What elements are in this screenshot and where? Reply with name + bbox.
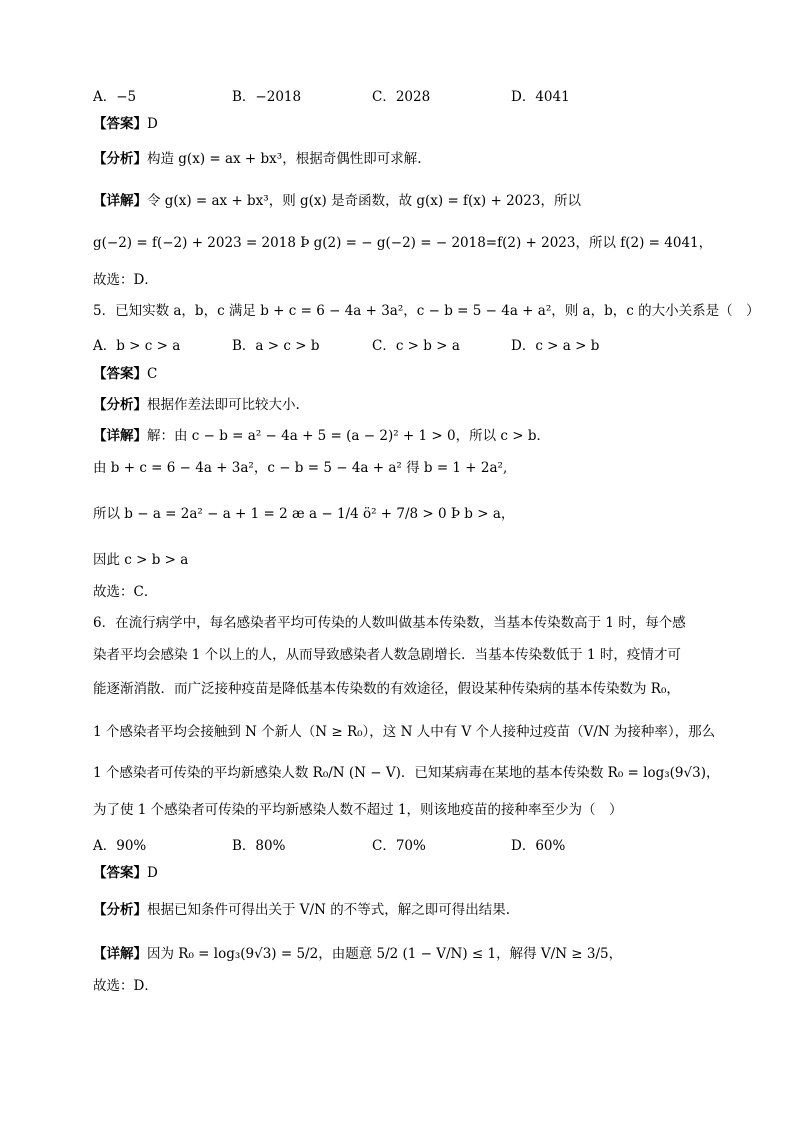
detail-tag: 【详解】 <box>93 193 147 209</box>
q5-option-d: D．c > a > b <box>511 338 600 354</box>
q5-detail-3: 所以 b − a = 2a² − a + 1 = 2 æ a − 1/4 ö² + 7/8 > 0 Þ b > a， <box>93 506 515 522</box>
analysis-tag: 【分析】 <box>93 151 147 167</box>
q6-option-b: B．80% <box>232 838 286 854</box>
q6-stem-3: 能逐渐消散．而广泛接种疫苗是降低基本传染数的有效途径，假设某种传染病的基本传染数为 R₀， <box>93 681 680 697</box>
answer-value: D <box>147 865 158 881</box>
q6-stem-4: 1 个感染者平均会接触到 N 个新人（N ≥ R₀），这 N 人中有 V 个人接种过疫苗（V/N 为接种率），那么 <box>93 724 716 740</box>
q4-answer <box>93 116 158 132</box>
q4-option-a: A．−5 <box>93 89 137 105</box>
analysis-text: 根据已知条件可得出关于 V/N 的不等式，解之即可得出结果. <box>147 902 510 918</box>
q6-answer <box>93 865 158 881</box>
q4-analysis <box>93 151 422 167</box>
analysis-text: 构造 g(x) = ax + bx³，根据奇偶性即可求解. <box>147 151 422 167</box>
detail-text: 令 g(x) = ax + bx³，则 g(x) 是奇函数，故 g(x) = f(x) + 2023，所以 <box>147 193 581 209</box>
q6-choose: 故选：D． <box>93 978 158 994</box>
analysis-text: 根据作差法即可比较大小. <box>147 397 300 413</box>
q6-option-d: D．60% <box>511 838 566 854</box>
q5-detail-4: 因此 c > b > a <box>93 552 189 568</box>
q5-choose: 故选：C． <box>93 584 158 600</box>
detail-tag: 【详解】 <box>93 428 147 444</box>
q4-option-d: D．4041 <box>511 89 570 105</box>
answer-value: D <box>147 116 158 132</box>
q4-choose: 故选：D． <box>93 272 158 288</box>
detail-tag: 【详解】 <box>93 946 147 962</box>
q4-option-b: B．−2018 <box>232 89 302 105</box>
detail-text: 因为 R₀ = log₃(9√3) = 5/2，由题意 5/2 (1 − V/N) ≤ 1，解得 V/N ≥ 3/5， <box>147 946 623 962</box>
q4-detail-1 <box>93 193 581 209</box>
q6-analysis <box>93 902 510 918</box>
answer-tag: 【答案】 <box>93 116 147 132</box>
detail-text: 解：由 c − b = a² − 4a + 5 = (a − 2)² + 1 > 0，所以 c > b． <box>147 428 550 444</box>
q6-option-a: A．90% <box>93 838 147 854</box>
q5-option-b: B．a > c > b <box>232 338 320 354</box>
answer-tag: 【答案】 <box>93 865 147 881</box>
q5-stem: 5．已知实数 a，b，c 满足 b + c = 6 − 4a + 3a²，c − b = 5 − 4a + a²，则 a，b，c 的大小关系是（ ） <box>93 303 760 319</box>
q5-detail-2: 由 b + c = 6 − 4a + 3a²，c − b = 5 − 4a + a² 得 b = 1 + 2a², <box>93 460 508 476</box>
answer-value: C <box>147 366 158 382</box>
analysis-tag: 【分析】 <box>93 902 147 918</box>
q5-analysis <box>93 397 300 413</box>
q6-option-c: C．70% <box>372 838 426 854</box>
q6-stem-6: 为了使 1 个感染者可传染的平均新感染人数不超过 1，则该地疫苗的接种率至少为（ ） <box>93 802 623 818</box>
q5-option-c: C．c > b > a <box>372 338 460 354</box>
q6-stem-1: 6．在流行病学中，每名感染者平均可传染的人数叫做基本传染数，当基本传染数高于 1 时，每个感 <box>93 615 686 631</box>
q4-detail-2: g(−2) = f(−2) + 2023 = 2018 Þ g(2) = − g(−2) = − 2018=f(2) + 2023，所以 f(2) = 4041， <box>93 235 713 251</box>
q6-stem-2: 染者平均会感染 1 个以上的人，从而导致感染者人数急剧增长．当基本传染数低于 1 时，疫情才可 <box>93 647 681 663</box>
analysis-tag: 【分析】 <box>93 397 147 413</box>
q5-option-a: A．b > c > a <box>93 338 181 354</box>
q6-detail-1 <box>93 946 622 962</box>
q5-detail-1 <box>93 428 550 444</box>
answer-tag: 【答案】 <box>93 366 147 382</box>
q4-option-c: C．2028 <box>372 89 431 105</box>
q5-answer <box>93 366 157 382</box>
q6-stem-5: 1 个感染者可传染的平均新感染人数 R₀/N (N − V)．已知某病毒在某地的基本传染数 R₀ = log₃(9√3)， <box>93 765 720 781</box>
